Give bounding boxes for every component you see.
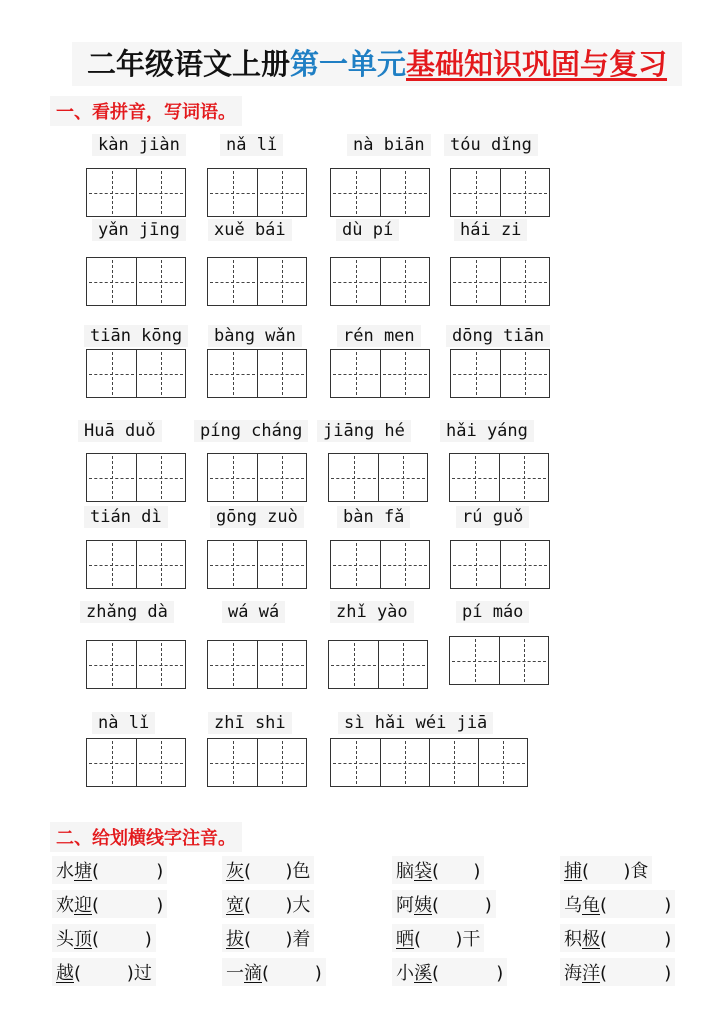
tianzige-grid <box>86 540 186 589</box>
char-text: 过 <box>133 963 152 984</box>
annotation-item <box>222 924 314 952</box>
answer-blank[interactable]: ( ) <box>432 895 492 916</box>
underlined-char: 迎 <box>74 895 92 916</box>
underlined-char: 袋 <box>414 861 432 882</box>
writing-cell[interactable] <box>257 350 306 397</box>
writing-cell[interactable] <box>208 641 257 688</box>
annotation-item <box>52 958 156 986</box>
char-text: 积 <box>564 929 582 950</box>
annotation-item <box>222 890 314 918</box>
writing-cell[interactable] <box>136 454 185 501</box>
annotation-item <box>560 924 675 952</box>
annotation-item <box>52 856 167 884</box>
answer-blank[interactable]: ( ) <box>414 929 463 950</box>
tianzige-grid <box>450 168 550 217</box>
writing-cell[interactable] <box>329 454 378 501</box>
writing-cell[interactable] <box>257 541 306 588</box>
writing-cell[interactable] <box>499 454 548 501</box>
writing-cell[interactable] <box>136 258 185 305</box>
writing-cell[interactable] <box>87 169 136 216</box>
annotation-item <box>392 856 484 884</box>
pinyin-prompt: kàn jiàn <box>92 134 186 156</box>
writing-cell[interactable] <box>500 541 549 588</box>
pinyin-prompt: píng cháng <box>194 420 308 442</box>
answer-blank[interactable]: ( ) <box>262 963 322 984</box>
writing-cell[interactable] <box>257 641 306 688</box>
char-text: 脑 <box>396 861 414 882</box>
answer-blank[interactable]: ( ) <box>432 861 481 882</box>
tianzige-grid <box>86 640 186 689</box>
annotation-item <box>560 958 675 986</box>
writing-cell[interactable] <box>450 637 499 684</box>
tianzige-grid <box>207 349 307 398</box>
answer-blank[interactable]: ( ) <box>600 929 672 950</box>
tianzige-grid <box>86 349 186 398</box>
annotation-item <box>392 958 507 986</box>
underlined-char: 极 <box>582 929 600 950</box>
underlined-char: 龟 <box>582 895 600 916</box>
underlined-char: 姨 <box>414 895 432 916</box>
writing-cell[interactable] <box>451 541 500 588</box>
title-unit: 第一单元 <box>289 47 406 81</box>
pinyin-prompt: hǎi yáng <box>440 420 534 442</box>
char-text: 水 <box>56 861 74 882</box>
answer-blank[interactable]: ( ) <box>244 895 293 916</box>
writing-cell[interactable] <box>331 258 380 305</box>
writing-cell[interactable] <box>451 258 500 305</box>
answer-blank[interactable]: ( ) <box>92 895 164 916</box>
annotation-item <box>560 890 675 918</box>
answer-blank[interactable]: ( ) <box>432 963 504 984</box>
tianzige-grid <box>207 168 307 217</box>
writing-cell[interactable] <box>331 169 380 216</box>
pinyin-prompt: pí máo <box>456 601 529 623</box>
underlined-char: 溪 <box>414 963 432 984</box>
tianzige-grid <box>330 349 430 398</box>
pinyin-prompt: wá wá <box>222 601 285 623</box>
writing-cell[interactable] <box>331 739 380 786</box>
writing-cell[interactable] <box>208 454 257 501</box>
writing-cell[interactable] <box>450 454 499 501</box>
pinyin-prompt: rén men <box>337 325 421 347</box>
writing-cell[interactable] <box>380 350 429 397</box>
title-topic: 基础知识巩固与复习 <box>406 47 668 81</box>
writing-cell[interactable] <box>208 350 257 397</box>
tianzige-grid <box>330 540 430 589</box>
section2-heading: 二、给划横线字注音。 <box>50 822 242 852</box>
answer-blank[interactable]: ( ) <box>600 895 672 916</box>
underlined-char: 捕 <box>564 861 582 882</box>
char-text: 小 <box>396 963 414 984</box>
tianzige-grid <box>207 540 307 589</box>
writing-cell[interactable] <box>478 739 527 786</box>
answer-blank[interactable]: ( ) <box>244 929 293 950</box>
writing-cell[interactable] <box>380 739 429 786</box>
tianzige-grid <box>330 738 528 787</box>
annotation-item <box>222 856 314 884</box>
writing-cell[interactable] <box>331 350 380 397</box>
writing-cell[interactable] <box>87 739 136 786</box>
pinyin-prompt: sì hǎi wéi jiā <box>338 712 493 734</box>
answer-blank[interactable]: ( ) <box>74 963 134 984</box>
pinyin-prompt: rú guǒ <box>456 506 529 528</box>
pinyin-prompt: jiāng hé <box>317 420 411 442</box>
tianzige-grid <box>328 640 428 689</box>
underlined-char: 灰 <box>226 861 244 882</box>
tianzige-grid <box>330 257 430 306</box>
writing-cell[interactable] <box>208 541 257 588</box>
pinyin-prompt: hái zi <box>454 219 527 241</box>
pinyin-prompt: yǎn jīng <box>92 219 186 241</box>
underlined-char: 拔 <box>226 929 244 950</box>
tianzige-grid <box>449 636 549 685</box>
writing-cell[interactable] <box>499 637 548 684</box>
char-text: 乌 <box>564 895 582 916</box>
char-text: 海 <box>564 963 582 984</box>
tianzige-grid <box>86 453 186 502</box>
char-text: 着 <box>292 929 311 950</box>
underlined-char: 塘 <box>74 861 92 882</box>
tianzige-grid <box>449 453 549 502</box>
writing-cell[interactable] <box>429 739 478 786</box>
answer-blank[interactable]: ( ) <box>92 929 152 950</box>
writing-cell[interactable] <box>380 169 429 216</box>
annotation-item <box>52 924 156 952</box>
pinyin-prompt: tián dì <box>84 506 168 528</box>
writing-cell[interactable] <box>87 541 136 588</box>
writing-cell[interactable] <box>87 454 136 501</box>
page-title <box>72 42 682 86</box>
writing-cell[interactable] <box>257 169 306 216</box>
pinyin-prompt: bàng wǎn <box>208 325 302 347</box>
char-text: 一 <box>226 963 244 984</box>
char-text: 阿 <box>396 895 414 916</box>
title-grade: 二年级语文上册 <box>86 47 290 81</box>
writing-cell[interactable] <box>136 641 185 688</box>
underlined-char: 顶 <box>74 929 92 950</box>
writing-cell[interactable] <box>380 258 429 305</box>
writing-cell[interactable] <box>500 350 549 397</box>
annotation-item <box>560 856 652 884</box>
pinyin-prompt: zhī shi <box>208 712 292 734</box>
answer-blank[interactable]: ( ) <box>244 861 293 882</box>
annotation-item <box>52 890 167 918</box>
pinyin-prompt: nà lǐ <box>92 712 155 734</box>
writing-cell[interactable] <box>208 739 257 786</box>
tianzige-grid <box>207 257 307 306</box>
writing-cell[interactable] <box>500 258 549 305</box>
pinyin-prompt: tiān kōng <box>84 325 188 347</box>
pinyin-prompt: tóu dǐng <box>444 134 538 156</box>
writing-cell[interactable] <box>257 258 306 305</box>
answer-blank[interactable]: ( ) <box>600 963 672 984</box>
writing-cell[interactable] <box>500 169 549 216</box>
writing-cell[interactable] <box>136 739 185 786</box>
char-text: 大 <box>292 895 311 916</box>
annotation-item <box>392 890 496 918</box>
tianzige-grid <box>207 640 307 689</box>
writing-cell[interactable] <box>378 641 427 688</box>
pinyin-prompt: nà biān <box>347 134 431 156</box>
writing-cell[interactable] <box>87 641 136 688</box>
writing-cell[interactable] <box>329 641 378 688</box>
pinyin-prompt: nǎ lǐ <box>220 134 283 156</box>
char-text: 食 <box>630 861 649 882</box>
pinyin-prompt: dōng tiān <box>446 325 550 347</box>
underlined-char: 宽 <box>226 895 244 916</box>
char-text: 欢 <box>56 895 74 916</box>
annotation-item <box>222 958 326 986</box>
pinyin-prompt: dù pí <box>336 219 399 241</box>
char-text: 干 <box>462 929 481 950</box>
tianzige-grid <box>207 738 307 787</box>
char-text: 色 <box>292 861 311 882</box>
annotation-item <box>392 924 484 952</box>
pinyin-prompt: zhǎng dà <box>80 601 174 623</box>
writing-cell[interactable] <box>208 169 257 216</box>
answer-blank[interactable]: ( ) <box>582 861 631 882</box>
writing-cell[interactable] <box>380 541 429 588</box>
writing-cell[interactable] <box>136 541 185 588</box>
tianzige-grid <box>86 168 186 217</box>
writing-cell[interactable] <box>136 169 185 216</box>
char-text: 头 <box>56 929 74 950</box>
writing-cell[interactable] <box>87 350 136 397</box>
tianzige-grid <box>86 738 186 787</box>
writing-cell[interactable] <box>331 541 380 588</box>
tianzige-grid <box>86 257 186 306</box>
tianzige-grid <box>450 540 550 589</box>
pinyin-prompt: gōng zuò <box>210 506 304 528</box>
underlined-char: 晒 <box>396 929 414 950</box>
pinyin-prompt: bàn fǎ <box>337 506 410 528</box>
writing-cell[interactable] <box>451 350 500 397</box>
pinyin-prompt: xuě bái <box>208 219 292 241</box>
section1-heading: 一、看拼音，写词语。 <box>50 96 242 126</box>
pinyin-prompt: Huā duǒ <box>78 420 162 442</box>
writing-cell[interactable] <box>87 258 136 305</box>
pinyin-prompt: zhǐ yào <box>330 601 414 623</box>
tianzige-grid <box>330 168 430 217</box>
underlined-char: 越 <box>56 963 74 984</box>
tianzige-grid <box>328 453 428 502</box>
writing-cell[interactable] <box>257 739 306 786</box>
tianzige-grid <box>207 453 307 502</box>
tianzige-grid <box>450 349 550 398</box>
writing-cell[interactable] <box>208 258 257 305</box>
writing-cell[interactable] <box>378 454 427 501</box>
underlined-char: 滴 <box>244 963 262 984</box>
tianzige-grid <box>450 257 550 306</box>
answer-blank[interactable]: ( ) <box>92 861 164 882</box>
writing-cell[interactable] <box>451 169 500 216</box>
writing-cell[interactable] <box>257 454 306 501</box>
writing-cell[interactable] <box>136 350 185 397</box>
underlined-char: 洋 <box>582 963 600 984</box>
